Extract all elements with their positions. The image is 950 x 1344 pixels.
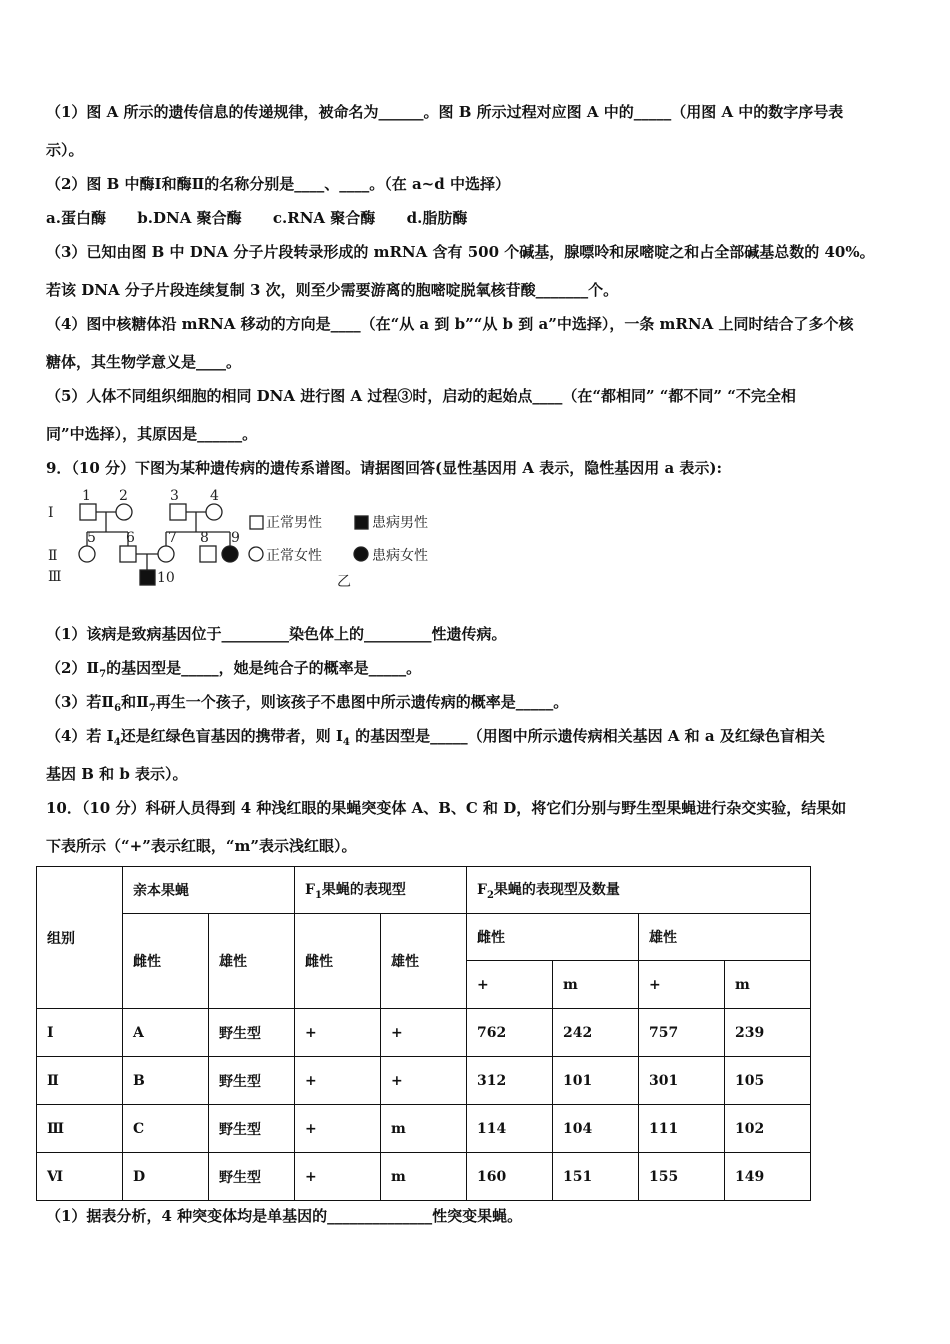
individual-2-normal-female	[116, 504, 132, 520]
individual-7-normal-female	[158, 546, 174, 562]
label-8: 8	[200, 530, 209, 546]
q8-part4-line2: 糖体，其生物学意义是____。	[46, 353, 242, 371]
legend-normal-female: 正常女性	[266, 548, 322, 564]
label-5: 5	[87, 530, 96, 546]
header-f2-female-plus: +	[467, 961, 553, 1009]
header-f1-male: 雄性	[381, 914, 467, 1009]
q10-stem-line2: 下表所示（“+”表示红眼，“m”表示浅红眼）。	[46, 837, 357, 855]
header-group: 组别	[37, 867, 123, 1009]
label-9: 9	[231, 530, 240, 546]
header-parent-female: 雌性	[123, 914, 209, 1009]
q9-part3: （3）若$Ⅱ_6$和$Ⅱ_7$再生一个孩子，则该孩子不患图中所示遗传病的概率是_____。	[46, 693, 569, 714]
header-f1: $F_1$果蝇的表现型	[295, 867, 467, 914]
header-parent-male: 雄性	[209, 914, 295, 1009]
header-f1-female: 雌性	[295, 914, 381, 1009]
table-row: Ⅵ D 野生型 + m 160 151 155 149	[37, 1153, 811, 1201]
q10-part1: （1）据表分析，4 种突变体均是单基因的______________性突变果蝇。	[46, 1207, 523, 1225]
q8-part3-line1: （3）已知由图 B 中 DNA 分子片段转录形成的 mRNA 含有 500 个碱基，腺嘌呤和尿嘧啶之和占全部碱基总数的 40%。	[46, 243, 875, 261]
label-3: 3	[170, 488, 179, 504]
q8-part1-line2: 示）。	[46, 141, 84, 159]
q8-part3-line2: 若该 DNA 分子片段连续复制 3 次，则至少需要游离的胞嘧啶脱氧核苷酸_______个。	[46, 281, 619, 299]
q10-stem-line1: 10．（10 分）科研人员得到 4 种浅红眼的果蝇突变体 A、B、C 和 D，将它们分别与野生型果蝇进行杂交实验，结果如	[46, 799, 847, 817]
q8-part2: （2）图 B 中酶Ⅰ和酶Ⅱ的名称分别是____、____。（在 a~d 中选择）	[46, 175, 510, 193]
legend-affected-female: 患病女性	[372, 548, 428, 564]
header-parent: 亲本果蝇	[123, 867, 295, 914]
pedigree-chart	[40, 480, 460, 590]
label-7: 7	[168, 530, 177, 546]
header-f2-male-m: m	[725, 961, 811, 1009]
individual-3-normal-male	[170, 504, 186, 520]
q8-part1-line1: （1）图 A 所示的遗传信息的传递规律，被命名为______。图 B 所示过程对应图 A 中的_____（用图 A 中的数字序号表	[46, 103, 844, 121]
label-4: 4	[210, 488, 219, 504]
q8-options: a.蛋白酶 b.DNA 聚合酶 c.RNA 聚合酶 d.脂肪酶	[46, 209, 468, 227]
label-2: 2	[119, 488, 128, 504]
header-f2-female-m: m	[553, 961, 639, 1009]
individual-6-normal-male	[120, 546, 136, 562]
header-f2-male-plus: +	[639, 961, 725, 1009]
individual-1-normal-male	[80, 504, 96, 520]
label-1: 1	[82, 488, 91, 504]
individual-10-affected-male	[140, 570, 155, 585]
q9-part2: $(2)Ⅱ_7$的基因型是_____，她是纯合子的概率是_____。	[46, 659, 422, 680]
q9-part4-line1: （4）若 $I_4$还是红绿色盲基因的携带者，则 $I_4$ 的基因型是_____（用图中所示遗传病相关基因 A 和 a 及红绿色盲相关	[46, 727, 825, 748]
header-f2: $F_2$果蝇的表现型及数量	[467, 867, 811, 914]
figure-label: 乙	[337, 574, 351, 590]
label-10: 10	[157, 570, 175, 586]
q9-part4-line2: 基因 B 和 b 表示）。	[46, 765, 188, 783]
header-f2-male: 雄性	[639, 914, 811, 961]
table-row: Ⅰ A 野生型 + + 762 242 757 239	[37, 1009, 811, 1057]
q8-part5-line1: （5）人体不同组织细胞的相同 DNA 进行图 A 过程③时，启动的起始点____（在“都相同” “都不同” “不完全相	[46, 387, 796, 405]
q9-stem: 9．（10 分）下图为某种遗传病的遗传系谱图。请据图回答(显性基因用 A 表示，隐性基因用 a 表示):	[46, 459, 723, 477]
q9-part1: （1）该病是致病基因位于_________染色体上的_________性遗传病。	[46, 625, 507, 643]
individual-5-normal-female	[79, 546, 95, 562]
individual-9-affected-female	[222, 546, 238, 562]
individual-8-normal-male	[200, 546, 216, 562]
legend-normal-male: 正常男性	[266, 515, 322, 531]
q8-part5-line2: 同”中选择），其原因是______。	[46, 425, 258, 443]
legend-affected-male: 患病男性	[372, 515, 428, 531]
table-row: Ⅱ B 野生型 + + 312 101 301 105	[37, 1057, 811, 1105]
results-table	[36, 866, 811, 1201]
q8-part4-line1: （4）图中核糖体沿 mRNA 移动的方向是____（在“从 a 到 b”“从 b 到 a”中选择），一条 mRNA 上同时结合了多个核	[46, 315, 854, 333]
table-row: Ⅲ C 野生型 + m 114 104 111 102	[37, 1105, 811, 1153]
header-f2-female: 雌性	[467, 914, 639, 961]
generation-label-III: Ⅲ	[48, 569, 62, 585]
generation-label-II: Ⅱ	[48, 548, 58, 564]
label-6: 6	[126, 530, 135, 546]
generation-label-I: Ⅰ	[48, 505, 54, 521]
individual-4-normal-female	[206, 504, 222, 520]
